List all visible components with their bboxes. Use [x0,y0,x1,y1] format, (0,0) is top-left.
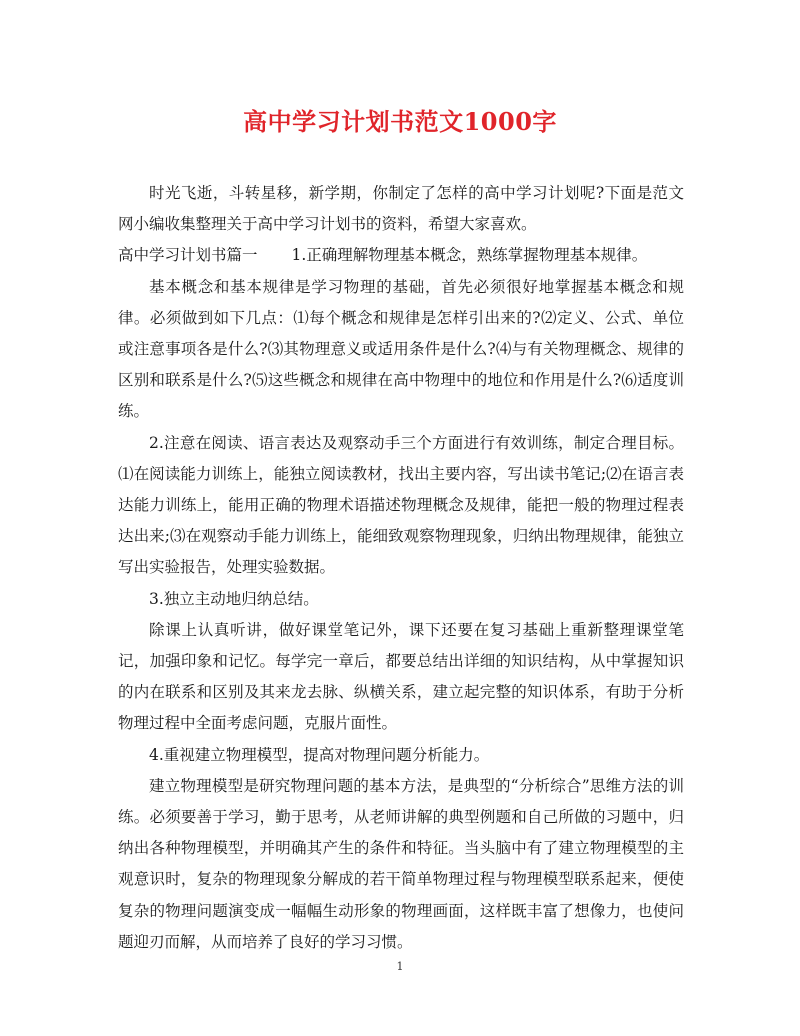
section-heading-line [118,240,684,271]
point1-paragraph: 基本概念和基本规律是学习物理的基础，首先必须很好地掌握基本概念和规律。必须做到如下几点：⑴每个概念和规律是怎样引出来的?⑵定义、公式、单位或注意事项各是什么?⑶其物理意义或适用条件是什么?⑷与有关物理概念、规律的区别和联系是什么?⑸这些概念和规律在高中物理中的地位和作用是什么?⑹适度训练。 [118,277,684,421]
point4-heading: 4.重视建立物理模型，提高对物理问题分析能力。 [149,745,490,764]
page-number: 1 [396,960,404,973]
document-body [118,178,684,958]
point2-paragraph: 2.注意在阅读、语言表达及观察动手三个方面进行有效训练，制定合理目标。⑴在阅读能力训练上，能独立阅读教材，找出主要内容，写出读书笔记;⑵在语言表达能力训练上，能用正确的物理术语描述物理概念及规律，能把一般的物理过程表达出来;⑶在观察动手能力训练上，能细致观察物理现象，归纳出物理规律，能独立写出实验报告，处理实验数据。 [118,433,684,577]
point4-paragraph: 建立物理模型是研究物理问题的基本方法，是典型的“分析综合”思维方法的训练。必须要善于学习，勤于思考，从老师讲解的典型例题和自己所做的习题中，归纳出各种物理模型，并明确其产生的条件和特征。当头脑中有了建立物理模型的主观意识时，复杂的物理现象分解成的若干简单物理过程与物理模型联系起来，便使复杂的物理问题演变成一幅幅生动形象的物理画面，这样既丰富了想像力，也使问题迎刃而解，从而培养了良好的学习习惯。 [118,776,684,951]
point3-paragraph: 除课上认真听讲，做好课堂笔记外，课下还要在复习基础上重新整理课堂笔记，加强印象和记忆。每学完一章后，都要总结出详细的知识结构，从中掌握知识的内在联系和区别及其来龙去脉、纵横关系，建立起完整的知识体系，有助于分析物理过程中全面考虑问题，克服片面性。 [118,620,684,733]
document-title: 高中学习计划书范文1000字 [243,107,557,136]
intro-paragraph: 时光飞逝，斗转星移，新学期，你制定了怎样的高中学习计划呢?下面是范文网小编收集整理关于高中学习计划书的资料，希望大家喜欢。 [118,184,684,234]
point1-heading: 1.正确理解物理基本概念，熟练掌握物理基本规律。 [291,246,648,265]
section-label: 高中学习计划书篇一 [118,246,258,265]
point3-heading: 3.独立主动地归纳总结。 [149,589,319,608]
